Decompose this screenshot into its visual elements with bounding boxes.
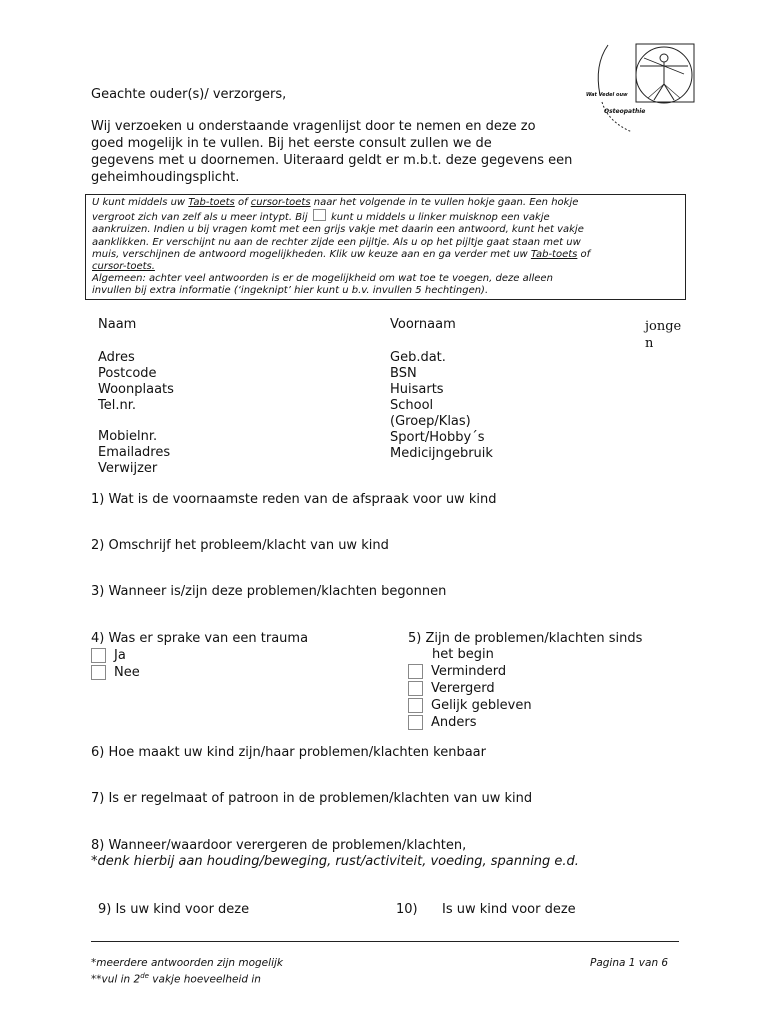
footer-note-2 bbox=[91, 970, 283, 987]
label-email: Emailadres bbox=[98, 445, 171, 460]
label-school: School bbox=[390, 398, 434, 413]
instr-text: kunt u middels u linker muisknop een vakje bbox=[327, 212, 550, 224]
label-tel: Tel.nr. bbox=[98, 398, 136, 413]
page-number: Pagina 1 van 6 bbox=[590, 957, 669, 969]
cursor-key-term: cursor-toets bbox=[250, 197, 311, 208]
intro-line: goed mogelijk in te vullen. Bij het eerste consult zullen we de bbox=[91, 136, 492, 151]
label-woonplaats: Woonplaats bbox=[98, 382, 174, 397]
instr-line: aankruizen. Indien u bij vragen komt met een grijs vakje met daarin een antwoord, kunt het vakje bbox=[92, 224, 584, 236]
tab-key-term: Tab-toets bbox=[188, 197, 235, 208]
gender-value: n bbox=[645, 336, 654, 351]
footer-note-1: *meerdere antwoorden zijn mogelijk bbox=[91, 957, 283, 969]
instr-text: of bbox=[577, 248, 591, 260]
option-verergerd[interactable] bbox=[408, 680, 642, 697]
question-2: 2) Omschrijf het probleem/klacht van uw kind bbox=[91, 538, 389, 553]
option-label: Anders bbox=[431, 714, 477, 730]
intro-line: geheimhoudingsplicht. bbox=[91, 170, 240, 185]
option-label: Nee bbox=[114, 664, 140, 680]
question-4-text: 4) Was er sprake van een trauma bbox=[91, 631, 309, 646]
instr-text: of bbox=[234, 197, 251, 208]
label-medicijn: Medicijngebruik bbox=[390, 446, 493, 461]
question-6: 6) Hoe maakt uw kind zijn/haar problemen/klachten kenbaar bbox=[91, 745, 486, 760]
label-bsn: BSN bbox=[390, 366, 417, 381]
question-9: 9) Is uw kind voor deze bbox=[98, 902, 250, 917]
label-gebdat: Geb.dat. bbox=[390, 350, 446, 365]
footer-note-text: **vul in 2 bbox=[91, 973, 141, 986]
checkbox-icon[interactable] bbox=[91, 665, 106, 680]
footer-notes bbox=[91, 957, 283, 987]
footer-divider bbox=[91, 941, 679, 942]
instructions-box bbox=[85, 194, 686, 300]
personal-details-right bbox=[390, 317, 493, 462]
instr-text: muis, verschijnen de antwoord mogelijkheden. Klik uw keuze aan en ga verder met uw bbox=[92, 248, 531, 260]
label-groep: (Groep/Klas) bbox=[390, 414, 471, 429]
option-gelijk-gebleven[interactable] bbox=[408, 697, 642, 714]
checkbox-icon[interactable] bbox=[408, 715, 423, 730]
label-naam: Naam bbox=[98, 317, 137, 332]
option-label: Gelijk gebleven bbox=[431, 697, 532, 713]
checkbox-example-icon bbox=[313, 209, 326, 221]
intro-line: Wij verzoeken u onderstaande vragenlijst door te nemen en deze zo bbox=[91, 119, 536, 134]
label-voornaam: Voornaam bbox=[390, 317, 456, 332]
label-sport: Sport/Hobby´s bbox=[390, 430, 485, 445]
question-3: 3) Wanneer is/zijn deze problemen/klachten begonnen bbox=[91, 584, 447, 599]
label-huisarts: Huisarts bbox=[390, 382, 444, 397]
greeting: Geachte ouder(s)/ verzorgers, bbox=[91, 87, 287, 102]
gender-dropdown[interactable] bbox=[645, 318, 681, 352]
intro-line: gegevens met u doornemen. Uiteraard geldt er m.b.t. deze gegevens een bbox=[91, 153, 573, 168]
question-8-note: *denk hierbij aan houding/beweging, rust/activiteit, voeding, spanning e.d. bbox=[91, 854, 579, 869]
instr-text: vergroot zich van zelf als u meer intypt. Bij bbox=[92, 212, 311, 224]
footer-note-text: vakje hoeveelheid in bbox=[148, 973, 261, 986]
instr-text: naar het volgende in te vullen hokje gaan. Een hokje bbox=[310, 197, 579, 208]
question-5-text: het begin bbox=[432, 647, 494, 662]
question-7: 7) Is er regelmaat of patroon in de problemen/klachten van uw kind bbox=[91, 791, 533, 806]
option-verminderd[interactable] bbox=[408, 663, 642, 680]
question-10-number: 10) bbox=[396, 902, 418, 917]
question-8-text: 8) Wanneer/waardoor verergeren de problemen/klachten, bbox=[91, 838, 467, 853]
instr-line: aanklikken. Er verschijnt nu aan de rechter zijde een pijltje. Als u op het pijltje gaat staan met uw bbox=[92, 236, 581, 248]
label-verwijzer: Verwijzer bbox=[98, 461, 158, 476]
checkbox-icon[interactable] bbox=[408, 681, 423, 696]
question-8 bbox=[91, 838, 579, 870]
option-anders[interactable] bbox=[408, 714, 642, 731]
footer-note-sup: de bbox=[140, 972, 149, 980]
label-mobiel: Mobielnr. bbox=[98, 429, 158, 444]
option-label: Ja bbox=[114, 647, 126, 663]
question-5-text: 5) Zijn de problemen/klachten sinds bbox=[408, 631, 643, 646]
label-adres: Adres bbox=[98, 350, 135, 365]
instr-text: U kunt middels uw bbox=[92, 197, 189, 208]
cursor-key-term: cursor-toets. bbox=[92, 261, 155, 273]
instr-line: Algemeen: achter veel antwoorden is er de mogelijkheid om wat toe te voegen, deze alleen bbox=[92, 273, 553, 285]
question-1: 1) Wat is de voornaamste reden van de afspraak voor uw kind bbox=[91, 492, 497, 507]
option-label: Verergerd bbox=[431, 680, 495, 696]
checkbox-icon[interactable] bbox=[408, 698, 423, 713]
instr-line: invullen bij extra informatie (‘ingeknipt’ hier kunt u b.v. invullen 5 hechtingen). bbox=[92, 285, 489, 297]
option-ja[interactable] bbox=[91, 647, 308, 664]
question-10: Is uw kind voor deze bbox=[442, 902, 576, 917]
checkbox-icon[interactable] bbox=[408, 664, 423, 679]
question-4 bbox=[91, 631, 308, 681]
checkbox-icon[interactable] bbox=[91, 648, 106, 663]
intro-paragraph bbox=[91, 118, 651, 186]
tab-key-term: Tab-toets bbox=[530, 248, 578, 260]
gender-value: jonge bbox=[645, 319, 682, 334]
logo-brand-text: Osteopathie bbox=[604, 108, 646, 115]
option-label: Verminderd bbox=[431, 663, 507, 679]
logo-top-text: Wat Vedel ouw bbox=[586, 92, 628, 98]
label-postcode: Postcode bbox=[98, 366, 157, 381]
option-nee[interactable] bbox=[91, 664, 308, 681]
personal-details-left bbox=[98, 317, 174, 477]
question-5 bbox=[408, 631, 642, 731]
